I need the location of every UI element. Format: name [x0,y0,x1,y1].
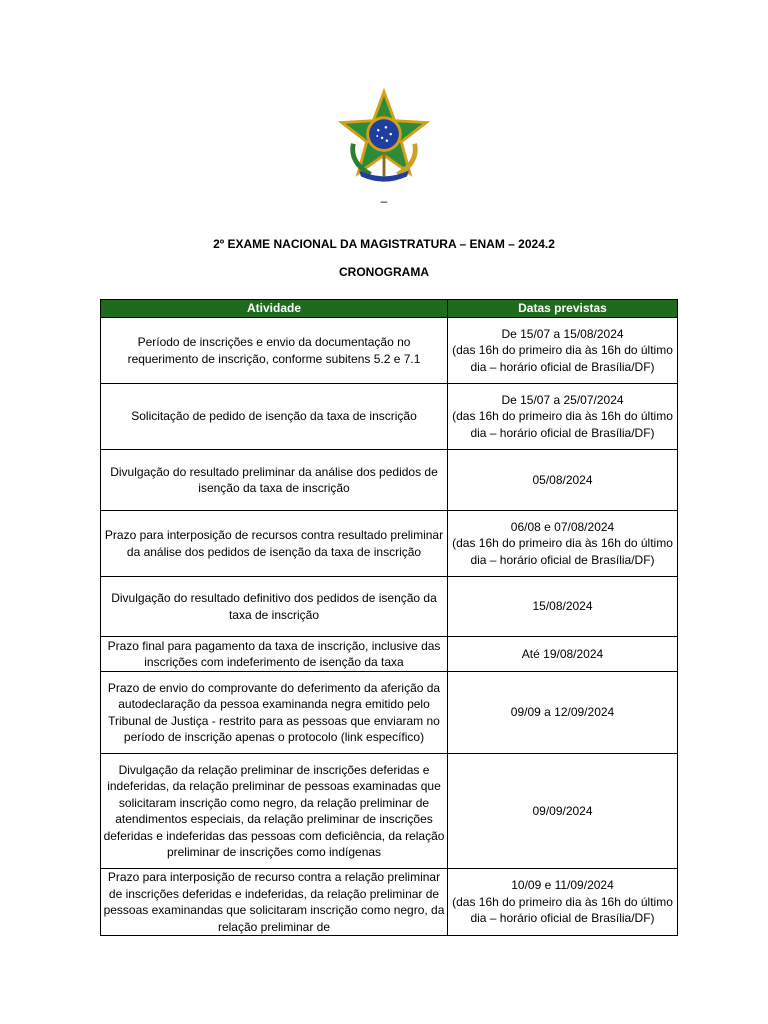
activity-cell: Solicitação de pedido de isenção da taxa de inscrição [101,384,448,450]
date-cell [448,511,678,577]
table-row [101,637,678,672]
table-row [101,672,678,754]
table-row [101,318,678,384]
date-cell: Até 19/08/2024 [448,637,678,672]
table-row [101,869,678,936]
date-value: De 15/07 a 15/08/2024 [501,326,624,341]
date-note: (das 16h do primeiro dia às 16h do último dia – horário oficial de Brasília/DF) [452,409,673,440]
schedule-table [100,299,678,936]
date-cell: 09/09/2024 [448,754,678,869]
emblem-blue-disk [368,118,401,151]
separator-dash: – [380,194,388,208]
activity-cell: Prazo para interposição de recurso contra a relação preliminar de inscrições deferidas e indeferidas, da relação preliminar de pessoas examinandas que solicitaram inscrição como negro, da relação preliminar de [101,869,448,936]
date-cell: 15/08/2024 [448,577,678,637]
coat-of-arms-emblem [336,88,432,184]
date-value: 06/08 e 07/08/2024 [510,519,615,534]
date-note: (das 16h do primeiro dia às 16h do último dia – horário oficial de Brasília/DF) [452,894,673,926]
date-cell [448,869,678,936]
table-row [101,450,678,511]
activity-cell: Período de inscrições e envio da documentação no requerimento de inscrição, conforme subitens 5.2 e 7.1 [101,318,448,384]
table-row [101,511,678,577]
table-row [101,384,678,450]
header-activity: Atividade [101,300,448,318]
header-dates: Datas previstas [448,300,678,318]
document-title: 2º EXAME NACIONAL DA MAGISTRATURA – ENAM – 2024.2 [213,237,555,251]
activity-cell: Divulgação do resultado definitivo dos pedidos de isenção da taxa de inscrição [101,577,448,637]
table-row [101,754,678,869]
document-subtitle: CRONOGRAMA [339,265,429,279]
date-cell [448,318,678,384]
date-cell [448,384,678,450]
activity-cell: Prazo para interposição de recursos contra resultado preliminar da análise dos pedidos de isenção da taxa de inscrição [101,511,448,577]
table-header-row [101,300,678,318]
date-value: 10/09 e 11/09/2024 [511,878,614,893]
date-cell: 09/09 a 12/09/2024 [448,672,678,754]
date-note: (das 16h do primeiro dia às 16h do último dia – horário oficial de Brasília/DF) [452,343,673,374]
activity-cell: Divulgação do resultado preliminar da análise dos pedidos de isenção da taxa de inscrição [101,450,448,511]
date-value: De 15/07 a 25/07/2024 [501,392,624,407]
table-row [101,577,678,637]
date-note: (das 16h do primeiro dia às 16h do último dia – horário oficial de Brasília/DF) [452,536,673,567]
activity-cell: Prazo final para pagamento da taxa de inscrição, inclusive das inscrições com indeferimento de isenção da taxa [101,637,448,672]
activity-cell: Divulgação da relação preliminar de inscrições deferidas e indeferidas, da relação preliminar de pessoas examinadas que solicitaram inscrição como negro, da relação preliminar de atendimentos especiais, da relação preliminar de inscrições deferidas e indeferidas das pessoas com deficiência, da relação preliminar de inscrições como indígenas [101,754,448,869]
date-cell: 05/08/2024 [448,450,678,511]
activity-cell: Prazo de envio do comprovante do deferimento da aferição da autodeclaração da pessoa examinanda negra emitido pelo Tribunal de Justiça - restrito para as pessoas que enviaram no período de inscrição apenas o protocolo (link específico) [101,672,448,754]
